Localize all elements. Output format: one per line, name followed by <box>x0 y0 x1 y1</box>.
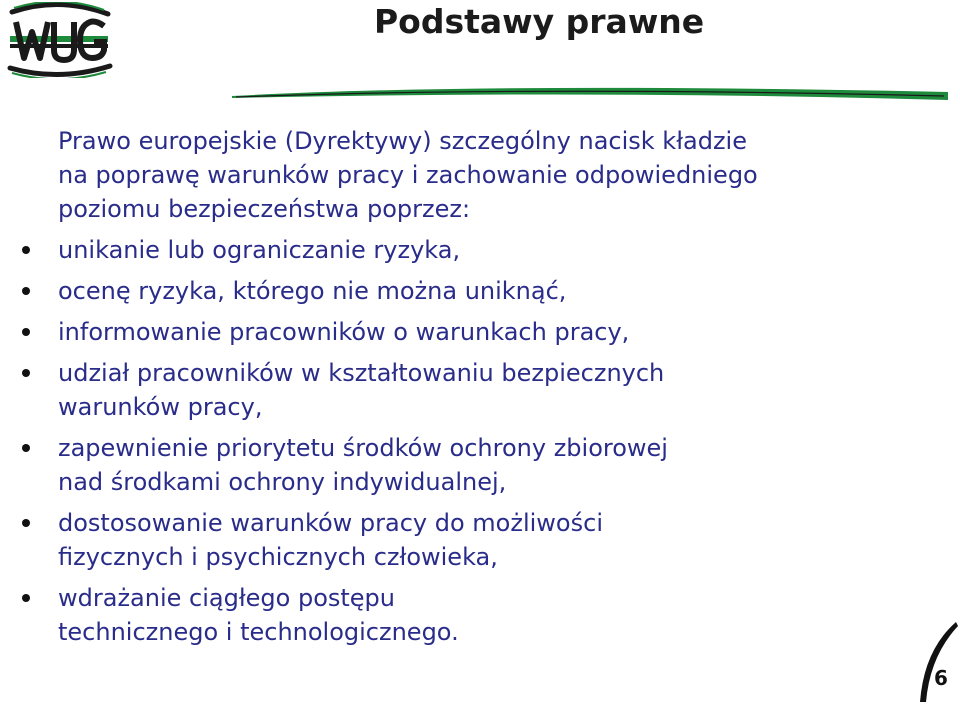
slide-content <box>0 124 960 649</box>
bullet-icon <box>22 594 30 602</box>
bullet-text: nad środkami ochrony indywidualnej, <box>58 468 507 496</box>
intro-line: na poprawę warunków pracy i zachowanie odpowiedniego <box>58 161 758 189</box>
page-title: Podstawy prawne <box>374 2 705 41</box>
bullet-text: warunków pracy, <box>58 393 263 421</box>
bullet-icon <box>22 246 30 254</box>
bullet-item <box>0 506 960 574</box>
bullet-icon <box>22 328 30 336</box>
wug-logo-icon <box>4 2 114 78</box>
bullet-text: informowanie pracowników o warunkach pracy, <box>58 318 630 346</box>
bullet-text: fizycznych i psychicznych człowieka, <box>58 543 498 571</box>
intro-line: poziomu bezpieczeństwa poprzez: <box>58 195 471 223</box>
bullet-icon <box>22 444 30 452</box>
bullet-icon <box>22 519 30 527</box>
bullet-icon <box>22 287 30 295</box>
bullet-item <box>0 274 960 308</box>
bullet-item <box>0 233 960 267</box>
bullet-list <box>0 233 960 649</box>
bullet-text: dostosowanie warunków pracy do możliwości <box>58 509 603 537</box>
bullet-item <box>0 581 960 649</box>
bullet-icon <box>22 369 30 377</box>
bullet-item <box>0 356 960 424</box>
bullet-item <box>0 431 960 499</box>
page-corner-swoosh-icon <box>912 620 960 704</box>
bullet-text: zapewnienie priorytetu środków ochrony zbiorowej <box>58 434 668 462</box>
bullet-text: ocenę ryzyka, którego nie można uniknąć, <box>58 277 567 305</box>
bullet-text: technicznego i technologicznego. <box>58 618 459 646</box>
intro-line: Prawo europejskie (Dyrektywy) szczególny nacisk kładzie <box>58 127 747 155</box>
bullet-item <box>0 315 960 349</box>
bullet-text: udział pracowników w kształtowaniu bezpiecznych <box>58 359 665 387</box>
title-underline-swoosh <box>232 78 948 108</box>
bullet-text: wdrażanie ciągłego postępu <box>58 584 395 612</box>
intro-paragraph <box>58 124 918 226</box>
page-number: 6 <box>934 666 948 690</box>
bullet-text: unikanie lub ograniczanie ryzyka, <box>58 236 461 264</box>
